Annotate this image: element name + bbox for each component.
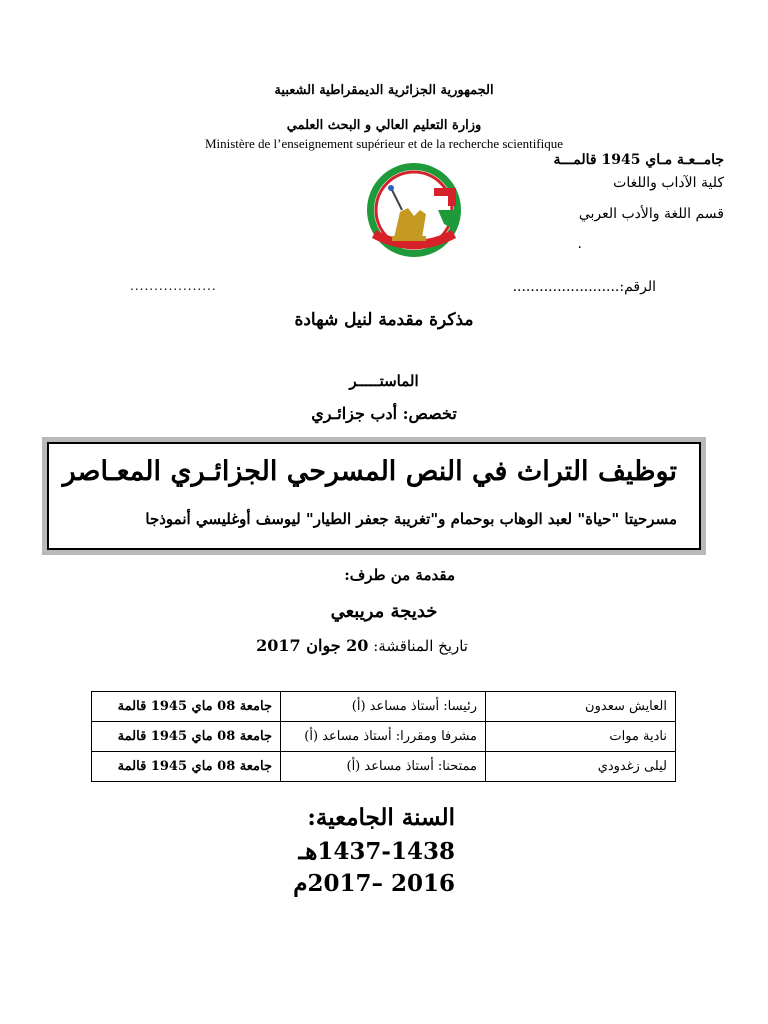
stray-dot: . bbox=[577, 236, 582, 252]
table-row bbox=[92, 722, 676, 752]
author-name: خديجة مريبعي bbox=[330, 601, 438, 622]
academic-year-label: السنة الجامعية: bbox=[307, 804, 455, 831]
defense-date-label: تاريخ المناقشة: bbox=[373, 637, 468, 655]
thesis-subtitle: مسرحيتا "حياة" لعبد الوهاب بوحمام و"تغريبة جعفر الطيار" ليوسف أوغليسي أنموذجا bbox=[145, 510, 677, 528]
jury-university: جامعة 08 ماي 1945 قالمة bbox=[92, 722, 281, 752]
jury-table bbox=[91, 691, 676, 782]
academic-year-hijri: 1437-1438هـ bbox=[298, 838, 455, 865]
memo-statement: مذكرة مقدمة لنيل شهادة bbox=[294, 310, 474, 330]
defense-date-value: 20 جوان 2017 bbox=[256, 636, 369, 655]
degree-name: الماستـــــر bbox=[349, 372, 419, 390]
jury-university: جامعة 08 ماي 1945 قالمة bbox=[92, 692, 281, 722]
university-name: جامــعـة مـاي 1945 قالمـــة bbox=[553, 152, 724, 168]
faculty-name: كلية الآداب واللغات bbox=[613, 175, 724, 191]
jury-university: جامعة 08 ماي 1945 قالمة bbox=[92, 752, 281, 782]
jury-role: ممتحنا: أستاذ مساعد (أ) bbox=[281, 752, 486, 782]
table-row bbox=[92, 692, 676, 722]
jury-name: ليلى زغدودي bbox=[486, 752, 676, 782]
thesis-title: توظيف التراث في النص المسرحي الجزائـري المعـاصر bbox=[62, 456, 677, 487]
ministry-arabic: وزارة التعليم العالي و البحث العلمي bbox=[286, 118, 482, 133]
thesis-title-box bbox=[42, 437, 706, 555]
academic-year-gregorian: 2016 –2017م bbox=[293, 870, 455, 897]
presented-by-label: مقدمة من طرف: bbox=[344, 566, 455, 584]
jury-role: رئيسا: أستاذ مساعد (أ) bbox=[281, 692, 486, 722]
jury-name: نادية موات bbox=[486, 722, 676, 752]
specialty: تخصص: أدب جزائـري bbox=[311, 404, 457, 423]
defense-date bbox=[256, 636, 468, 655]
reference-dots: .................. bbox=[130, 279, 217, 293]
table-row bbox=[92, 752, 676, 782]
ministry-french: Ministère de l’enseignement supérieur et de la recherche scientifique bbox=[204, 136, 564, 151]
jury-name: العايش سعدون bbox=[486, 692, 676, 722]
department-name: قسم اللغة والأدب العربي bbox=[578, 206, 724, 222]
university-seal-icon bbox=[364, 160, 464, 260]
reference-number-line: الرقم:........................ bbox=[512, 279, 656, 295]
republic-header: الجمهورية الجزائرية الديمقراطية الشعبية bbox=[274, 83, 494, 98]
jury-role: مشرفا ومقررا: أستاذ مساعد (أ) bbox=[281, 722, 486, 752]
